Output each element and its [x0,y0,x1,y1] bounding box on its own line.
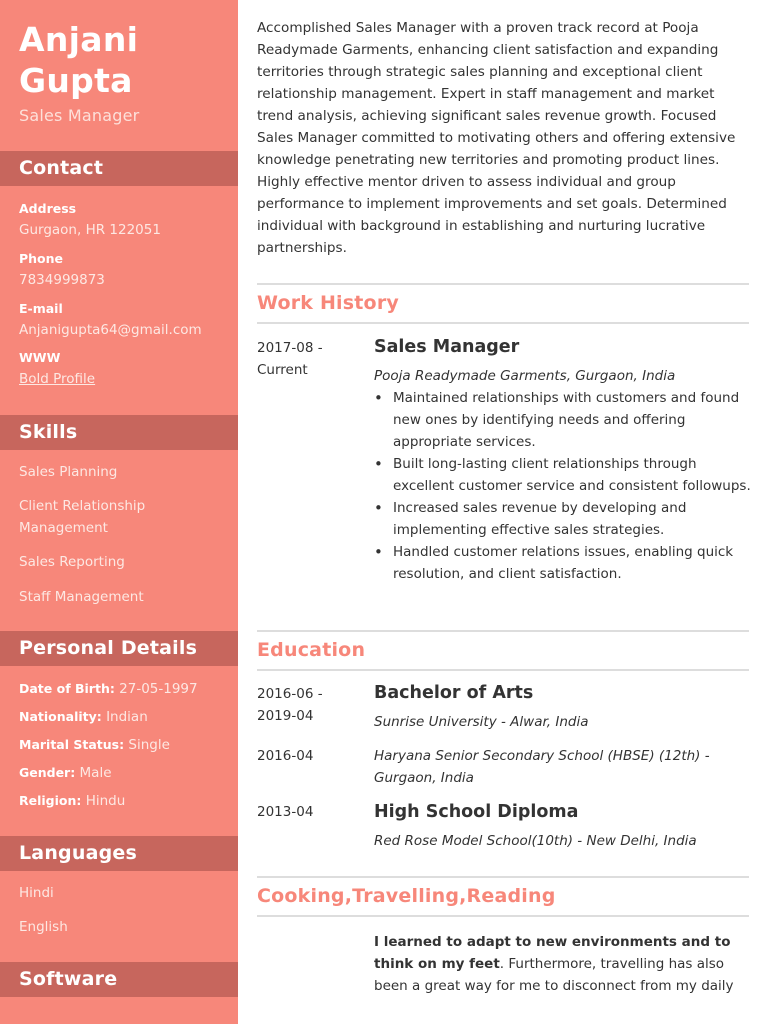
school-name [374,745,710,789]
job-bullet: • Handled customer relations issues, enabling quick resolution, and client satisfaction. [374,541,752,585]
address-label: Address [19,201,77,216]
candidate-name [19,19,138,101]
main-content [257,0,749,1024]
job-title: Sales Manager [374,337,520,357]
school-name-line: Haryana Senior Secondary School (HBSE) (12th) - [374,748,710,764]
education-date: 2013-04 [257,804,314,820]
nationality-value: Indian [106,709,148,725]
education-heading: Education [257,630,749,671]
job-title-subtitle: Sales Manager [19,106,140,125]
email-label: E-mail [19,301,63,316]
languages-heading: Languages [0,836,238,871]
education-date: 2016-04 [257,748,314,764]
personal-detail-nationality [19,709,148,725]
school-name: Sunrise University - Alwar, India [374,714,589,730]
hobbies-heading: Cooking,Travelling,Reading [257,876,749,917]
phone-label: Phone [19,251,64,266]
skill-item: Client Relationship Management [19,498,146,536]
personal-detail-religion [19,793,125,809]
school-name-line: Gurgaon, India [374,770,474,786]
degree-title: High School Diploma [374,802,579,822]
language-item: Hindi [19,885,54,901]
marital-status-value: Single [128,737,170,753]
education-date-end: 2019-04 [257,708,314,724]
gender-label: Gender: [19,765,76,780]
hobbies-bold-text: I learned to adapt to new environments and to think on my feet [374,934,731,972]
job-bullet: • Increased sales revenue by developing and implementing effective sales strategies. [374,497,752,541]
skill-item: Sales Planning [19,464,118,480]
dob-label: Date of Birth: [19,681,115,696]
first-name: Anjani [19,20,139,59]
job-date-start: 2017-08 - [257,340,323,356]
personal-detail-gender [19,765,112,781]
job-bullet: • Built long-lasting client relationships through excellent customer service and consistent followups. [374,453,752,497]
degree-title: Bachelor of Arts [374,683,534,703]
personal-details-heading: Personal Details [0,631,238,666]
job-bullet: • Maintained relationships with customers and found new ones by identifying needs and offering appropriate services. [374,387,752,453]
personal-detail-marital-status [19,737,170,753]
professional-summary: Accomplished Sales Manager with a proven track record at Pooja Readymade Garments, enhancing client satisfaction and expanding territories through strategic sales planning and exceptional client relationship management. Expert in staff management and market trend analysis, achieving significant sales revenue growth. Focused Sales Manager committed to motivating others and offering extensive knowledge penetrating new territories and promoting product lines. Highly effective mentor driven to assess individual and group performance to implement improvements and set goals. Determined individual with background in establishing and nurturing lucrative partnerships. [257,20,736,256]
email-value: Anjanigupta64@gmail.com [19,322,202,338]
job-date [257,337,357,381]
work-history-heading: Work History [257,283,749,324]
education-date [257,683,357,727]
dob-value: 27-05-1997 [119,681,198,697]
www-label: WWW [19,350,61,365]
school-name: Red Rose Model School(10th) - New Delhi, India [374,833,697,849]
profile-link[interactable]: Bold Profile [19,371,96,387]
sidebar [0,0,238,1024]
education-date-start: 2016-06 - [257,686,323,702]
job-date-end: Current [257,362,308,378]
nationality-label: Nationality: [19,709,102,724]
marital-status-label: Marital Status: [19,737,125,752]
job-company: Pooja Readymade Garments, Gurgaon, India [374,368,676,384]
skills-heading: Skills [0,415,238,450]
language-item: English [19,919,68,935]
gender-value: Male [79,765,112,781]
religion-label: Religion: [19,793,82,808]
job-bullets [374,387,752,585]
skill-item: Staff Management [19,589,144,605]
software-heading: Software [0,962,238,997]
hobbies-body-text: . Furthermore, travelling has also been a great way for me to disconnect from my daily [374,956,734,994]
last-name: Gupta [19,61,133,100]
skill-item: Sales Reporting [19,554,125,570]
religion-value: Hindu [85,793,126,809]
phone-value: 7834999873 [19,272,105,288]
contact-heading: Contact [0,151,238,186]
personal-detail-dob [19,681,198,697]
address-value: Gurgaon, HR 122051 [19,222,161,238]
hobbies-text [374,931,752,997]
